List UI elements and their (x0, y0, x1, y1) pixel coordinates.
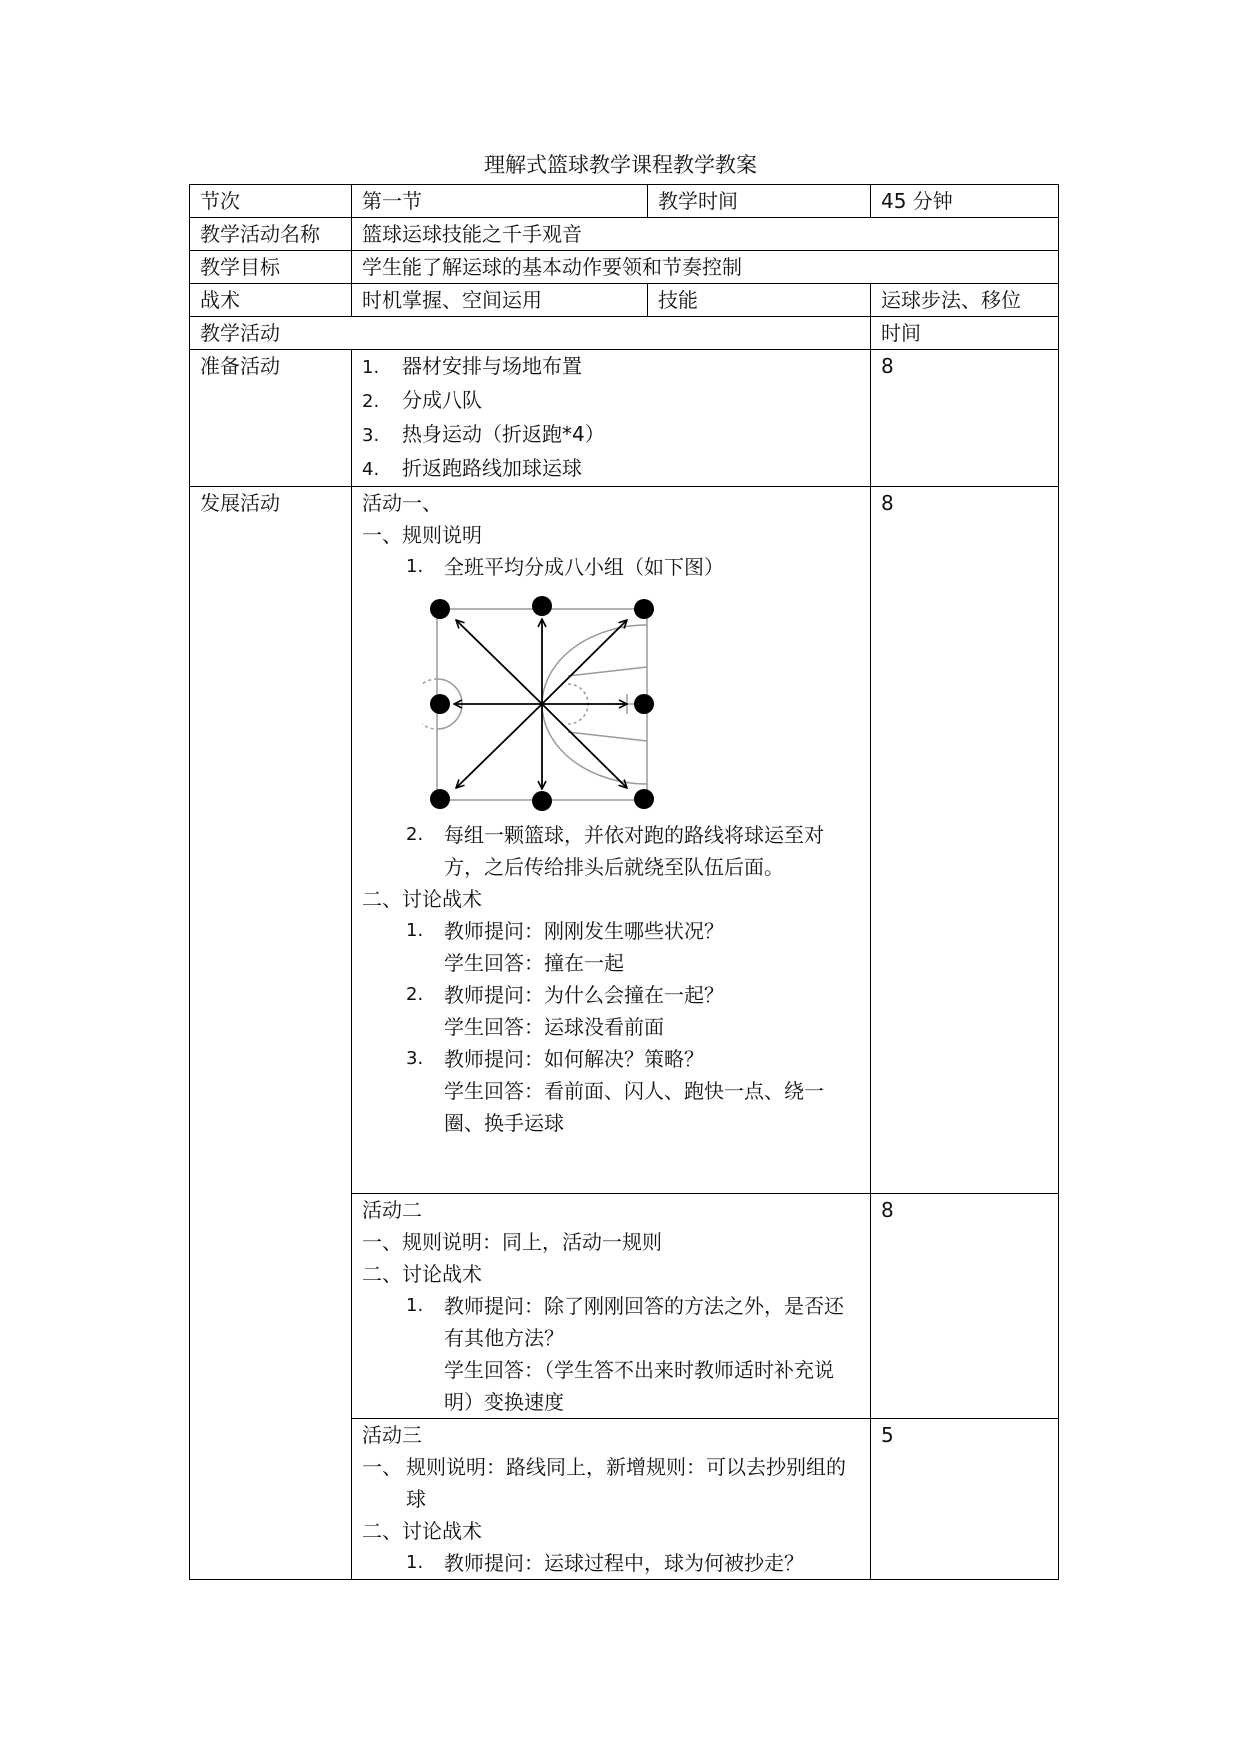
activity-2-discuss-heading: 二、讨论战术 (362, 1262, 482, 1286)
list-item (362, 1547, 860, 1579)
lesson-plan-table (189, 184, 1059, 1580)
activity-2-title: 活动二 (362, 1198, 422, 1222)
item-text: 全班平均分成八小组（如下图） (444, 555, 724, 579)
activity-1-discuss-heading: 二、讨论战术 (362, 887, 482, 911)
activity-3-rules (362, 1451, 860, 1515)
list-item (362, 418, 860, 452)
route-arrows (454, 619, 627, 789)
list-item (362, 819, 860, 883)
prep-content (352, 350, 871, 487)
section-value: 第一节 (352, 185, 648, 218)
list-item (362, 915, 860, 979)
item-number: 1. (406, 920, 424, 941)
list-item (362, 1290, 860, 1418)
list-item (362, 979, 860, 1043)
court-diagram (422, 591, 662, 811)
row-activity-1 (190, 487, 1059, 1194)
tactics-label: 战术 (190, 284, 352, 317)
rules-text: 规则说明：路线同上，新增规则：可以去抄别组的球 (406, 1455, 846, 1511)
row-section (190, 185, 1059, 218)
row-activity-name (190, 218, 1059, 251)
activity-1-title: 活动一、 (362, 491, 442, 515)
prep-minutes: 8 (871, 350, 1059, 487)
row-activities-header (190, 317, 1059, 350)
teacher-question: 教师提问：运球过程中，球为何被抄走？ (444, 1551, 804, 1575)
activity-3-discuss-heading: 二、讨论战术 (362, 1519, 482, 1543)
list-item (362, 452, 860, 486)
student-answer: 学生回答：看前面、闪人、跑快一点、绕一圈、换手运球 (444, 1079, 824, 1135)
item-number: 3. (362, 425, 380, 446)
activity-2-rules: 一、规则说明：同上，活动一规则 (362, 1230, 662, 1254)
item-number: 1. (362, 357, 380, 378)
item-number: 3. (406, 1048, 424, 1069)
skill-label: 技能 (648, 284, 871, 317)
list-item (362, 551, 860, 583)
item-number: 4. (362, 459, 380, 480)
item-text: 分成八队 (402, 388, 482, 412)
item-text: 热身运动（折返跑*4） (402, 422, 605, 446)
activity-1-content (352, 487, 871, 1194)
activity-3-minutes: 5 (871, 1419, 1059, 1580)
teacher-question: 教师提问：除了刚刚回答的方法之外，是否还有其他方法？ (444, 1294, 844, 1350)
activities-label: 教学活动 (190, 317, 871, 350)
section-label: 节次 (190, 185, 352, 218)
tactics-value: 时机掌握、空间运用 (352, 284, 648, 317)
rules-mark: 一、 (362, 1455, 402, 1479)
activity-name-label: 教学活动名称 (190, 218, 352, 251)
row-tactics (190, 284, 1059, 317)
activity-2-minutes: 8 (871, 1194, 1059, 1419)
document-title: 理解式篮球教学课程教学教案 (484, 153, 757, 177)
row-goal (190, 251, 1059, 284)
student-answer: 学生回答：（学生答不出来时教师适时补充说明）变换速度 (444, 1358, 834, 1414)
goal-label: 教学目标 (190, 251, 352, 284)
activity-name-value: 篮球运球技能之千手观音 (352, 218, 1059, 251)
activity-3-content (352, 1419, 871, 1580)
item-text: 器材安排与场地布置 (402, 354, 582, 378)
skill-value: 运球步法、移位 (871, 284, 1059, 317)
prep-label: 准备活动 (190, 350, 352, 487)
student-answer: 学生回答：运球没看前面 (444, 1015, 664, 1039)
duration-label: 时间 (871, 317, 1059, 350)
develop-label: 发展活动 (190, 487, 352, 1580)
teaching-time-value: 45 分钟 (871, 185, 1059, 218)
row-prep (190, 350, 1059, 487)
list-item (362, 384, 860, 418)
list-item (362, 1043, 860, 1139)
activity-1-rules-heading: 一、规则说明 (362, 523, 482, 547)
teacher-question: 教师提问：刚刚发生哪些状况？ (444, 919, 724, 943)
teacher-question: 教师提问：为什么会撞在一起？ (444, 983, 724, 1007)
teacher-question: 教师提问：如何解决？策略？ (444, 1047, 704, 1071)
activity-1-minutes: 8 (871, 487, 1059, 1194)
item-text: 每组一颗篮球，并依对跑的路线将球运至对方，之后传给排头后就绕至队伍后面。 (444, 823, 824, 879)
item-number: 2. (406, 984, 424, 1005)
item-number: 1. (406, 556, 424, 577)
student-answer: 学生回答：撞在一起 (444, 951, 624, 975)
goal-value: 学生能了解运球的基本动作要领和节奏控制 (352, 251, 1059, 284)
activity-2-content (352, 1194, 871, 1419)
activity-3-title: 活动三 (362, 1423, 422, 1447)
item-number: 1. (406, 1552, 424, 1573)
item-number: 2. (362, 391, 380, 412)
list-item (362, 350, 860, 384)
item-number: 1. (406, 1295, 424, 1316)
teaching-time-label: 教学时间 (648, 185, 871, 218)
item-text: 折返跑路线加球运球 (402, 456, 582, 480)
item-number: 2. (406, 824, 424, 845)
